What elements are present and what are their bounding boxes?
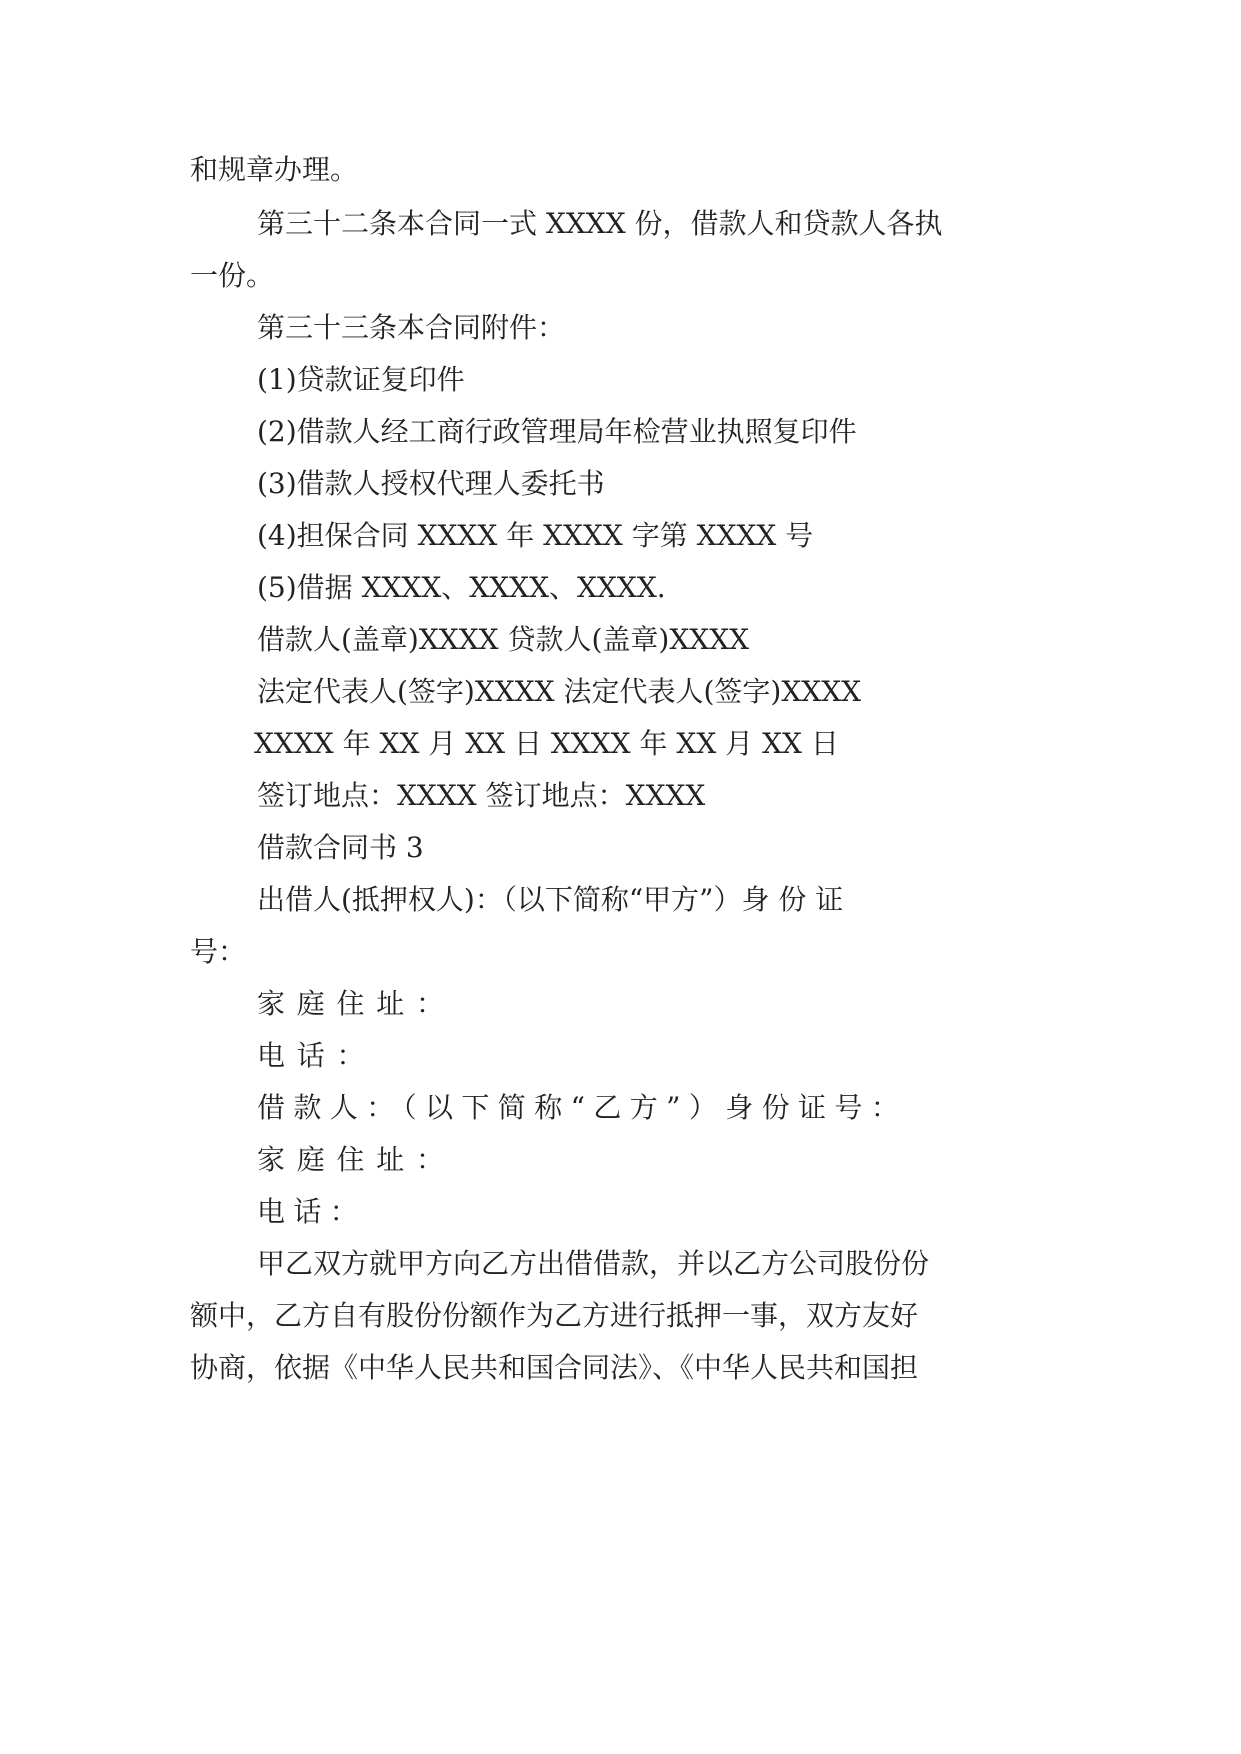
text-line: 签订地点：XXXX 签订地点：XXXX	[257, 779, 706, 812]
text-line: (4)担保合同 XXXX 年 XXXX 字第 XXXX 号	[257, 519, 814, 552]
text-line: 借款人(盖章)XXXX 贷款人(盖章)XXXX	[257, 623, 750, 656]
text-line: 甲乙双方就甲方向乙方出借借款，并以乙方公司股份份	[257, 1247, 930, 1280]
text-line: (2)借款人经工商行政管理局年检营业执照复印件	[257, 415, 857, 448]
text-line: 和规章办理。	[190, 153, 359, 186]
text-line: 第三十二条本合同一式 XXXX 份，借款人和贷款人各执	[257, 207, 943, 240]
text-line: 一份。	[190, 259, 275, 292]
text-line: (3)借款人授权代理人委托书	[257, 467, 605, 500]
text-line: 借款人：（以下简称“乙方”）身份证号：	[257, 1091, 908, 1124]
text-line: 家庭住址：	[257, 987, 456, 1020]
text-line: 号：	[190, 935, 247, 968]
text-line: 借款合同书 3	[257, 831, 424, 864]
text-line: 第三十三条本合同附件：	[257, 311, 566, 344]
text-line: 额中，乙方自有股份份额作为乙方进行抵押一事，双方友好	[190, 1299, 919, 1332]
text-line: 出借人(抵押权人)：（以下简称“甲方”）身 份 证	[257, 883, 844, 916]
text-line: 协商，依据《中华人民共和国合同法》、《中华人民共和国担	[190, 1351, 919, 1384]
text-line: (1)贷款证复印件	[257, 363, 465, 396]
text-line: 电话：	[257, 1195, 367, 1228]
text-line: XXXX 年 XX 月 XX 日 XXXX 年 XX 月 XX 日	[254, 727, 839, 760]
text-line: 电话：	[257, 1039, 377, 1072]
text-line: 家庭住址：	[257, 1143, 456, 1176]
text-line: (5)借据 XXXX、XXXX、XXXX.	[257, 571, 666, 604]
text-line: 法定代表人(签字)XXXX 法定代表人(签字)XXXX	[257, 675, 862, 708]
